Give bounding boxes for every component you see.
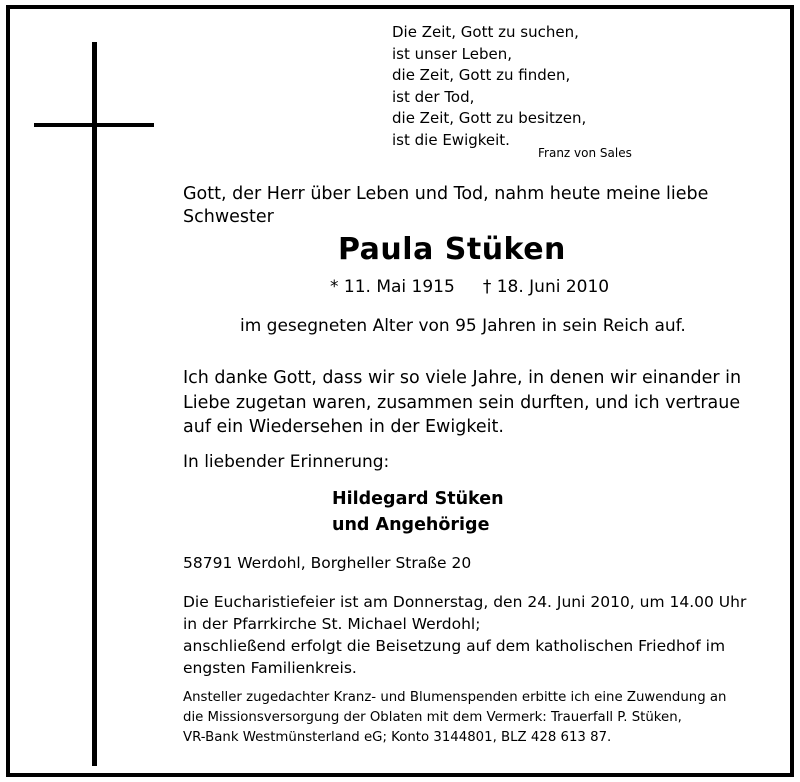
service-info [183,591,746,679]
service-line: Die Eucharistiefeier ist am Donnerstag, den 24. Juni 2010, um 14.00 Uhr [183,593,747,611]
mourners [332,486,504,538]
donation-line: VR-Bank Westmünsterland eG; Konto 3144801, BLZ 428 613 87. [183,730,612,745]
message-line: auf ein Wiedersehen in der Ewigkeit. [183,417,504,437]
death-date: † 18. Juni 2010 [482,277,610,297]
poem-author: Franz von Sales [538,146,632,160]
mourner-name: Hildegard Stüken [332,489,504,509]
intro-line: Schwester [183,207,274,227]
poem-line: die Zeit, Gott zu finden, [392,66,571,85]
cross-vertical-beam [92,42,97,766]
poem-line: die Zeit, Gott zu besitzen, [392,109,587,128]
message-line: Liebe zugetan waren, zusammen sein durften, und ich vertraue [183,392,741,413]
birth-date: * 11. Mai 1915 [330,277,455,297]
cross-horizontal-beam [34,123,154,127]
poem-line: ist die Ewigkeit. [392,130,510,149]
donation-line: die Missionsversorgung der Oblaten mit dem Vermerk: Trauerfall P. Stüken, [183,710,682,725]
memory-label: In liebender Erinnerung: [183,452,390,472]
poem [392,22,586,152]
age-line: im gesegneten Alter von 95 Jahren in sein Reich auf. [240,316,686,336]
donation-line: Ansteller zugedachter Kranz- und Blumenspenden erbitte ich eine Zuwendung an [183,690,727,705]
intro-text [183,183,708,229]
message-paragraph [183,366,741,440]
mourner-relatives: und Angehörige [332,515,490,535]
deceased-name: Paula Stüken [338,232,566,267]
message-line: Ich danke Gott, dass wir so viele Jahre, in denen wir einander in [183,368,742,388]
address: 58791 Werdohl, Borgheller Straße 20 [183,554,472,572]
service-line: anschließend erfolgt die Beisetzung auf dem katholischen Friedhof im [183,637,726,655]
poem-line: ist unser Leben, [392,44,512,63]
service-line: engsten Familienkreis. [183,659,357,677]
life-dates [330,277,609,297]
poem-line: ist der Tod, [392,87,475,106]
donation-info [183,688,726,748]
poem-line: Die Zeit, Gott zu suchen, [392,23,579,41]
service-line: in der Pfarrkirche St. Michael Werdohl; [183,615,481,633]
intro-line: Gott, der Herr über Leben und Tod, nahm heute meine liebe [183,184,709,204]
